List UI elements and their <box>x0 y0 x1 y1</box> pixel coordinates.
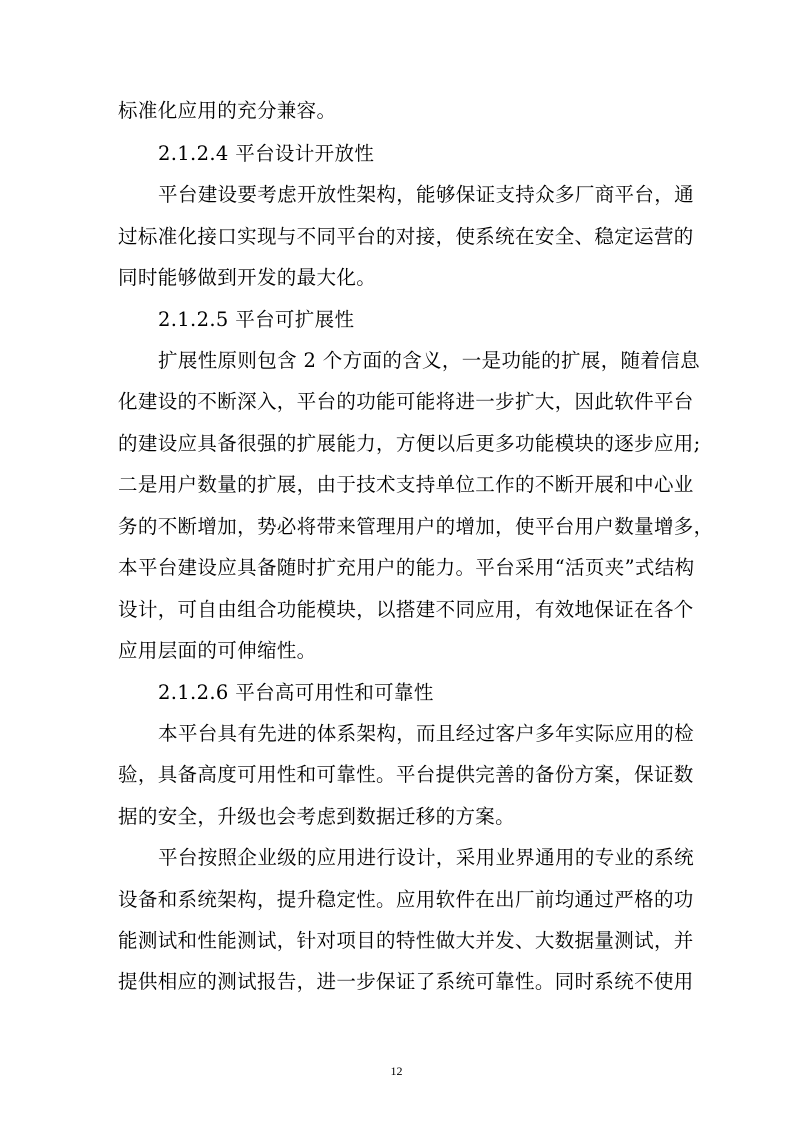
paragraph-line: 能测试和性能测试，针对项目的特性做大并发、大数据量测试，并 <box>118 929 694 952</box>
paragraph-line: 提供相应的测试报告，进一步保证了系统可靠性。同时系统不使用 <box>118 970 694 993</box>
paragraph-line: 本平台具有先进的体系架构，而且经过客户多年实际应用的检 <box>158 722 694 745</box>
paragraph-line: 二是用户数量的扩展，由于技术支持单位工作的不断开展和中心业 <box>118 473 694 496</box>
paragraph-line: 设计，可自由组合功能模块，以搭建不同应用，有效地保证在各个 <box>118 598 694 621</box>
paragraph-line: 的建设应具备很强的扩展能力，方便以后更多功能模块的逐步应用; <box>118 432 701 455</box>
section-heading-2-1-2-5: 2.1.2.5 平台可扩展性 <box>158 308 355 331</box>
paragraph-line: 设备和系统架构，提升稳定性。应用软件在出厂前均通过严格的功 <box>118 888 694 911</box>
paragraph-line: 同时能够做到开发的最大化。 <box>118 266 377 289</box>
section-heading-2-1-2-6: 2.1.2.6 平台高可用性和可靠性 <box>158 681 434 704</box>
paragraph-line: 过标准化接口实现与不同平台的对接，使系统在安全、稳定运营的 <box>118 225 694 248</box>
paragraph-line: 应用层面的可伸缩性。 <box>118 639 317 662</box>
paragraph-line: 化建设的不断深入，平台的功能可能将进一步扩大，因此软件平台 <box>118 390 694 413</box>
paragraph-line: 本平台建设应具备随时扩充用户的能力。平台采用“活页夹”式结构 <box>118 556 695 579</box>
paragraph-line: 务的不断增加，势必将带来管理用户的增加，使平台用户数量增多， <box>118 515 714 538</box>
paragraph-line: 平台建设要考虑开放性架构，能够保证支持众多厂商平台，通 <box>158 183 694 206</box>
paragraph-line: 平台按照企业级的应用进行设计，采用业界通用的专业的系统 <box>158 846 694 869</box>
section-heading-2-1-2-4: 2.1.2.4 平台设计开放性 <box>158 142 375 165</box>
page-number: 12 <box>390 1064 403 1078</box>
paragraph-line: 扩展性原则包含 2 个方面的含义，一是功能的扩展，随着信息 <box>158 349 700 372</box>
paragraph-line: 验，具备高度可用性和可靠性。平台提供完善的备份方案，保证数 <box>118 763 694 786</box>
paragraph-line: 标准化应用的充分兼容。 <box>118 99 337 122</box>
paragraph-line: 据的安全，升级也会考虑到数据迁移的方案。 <box>118 805 516 828</box>
